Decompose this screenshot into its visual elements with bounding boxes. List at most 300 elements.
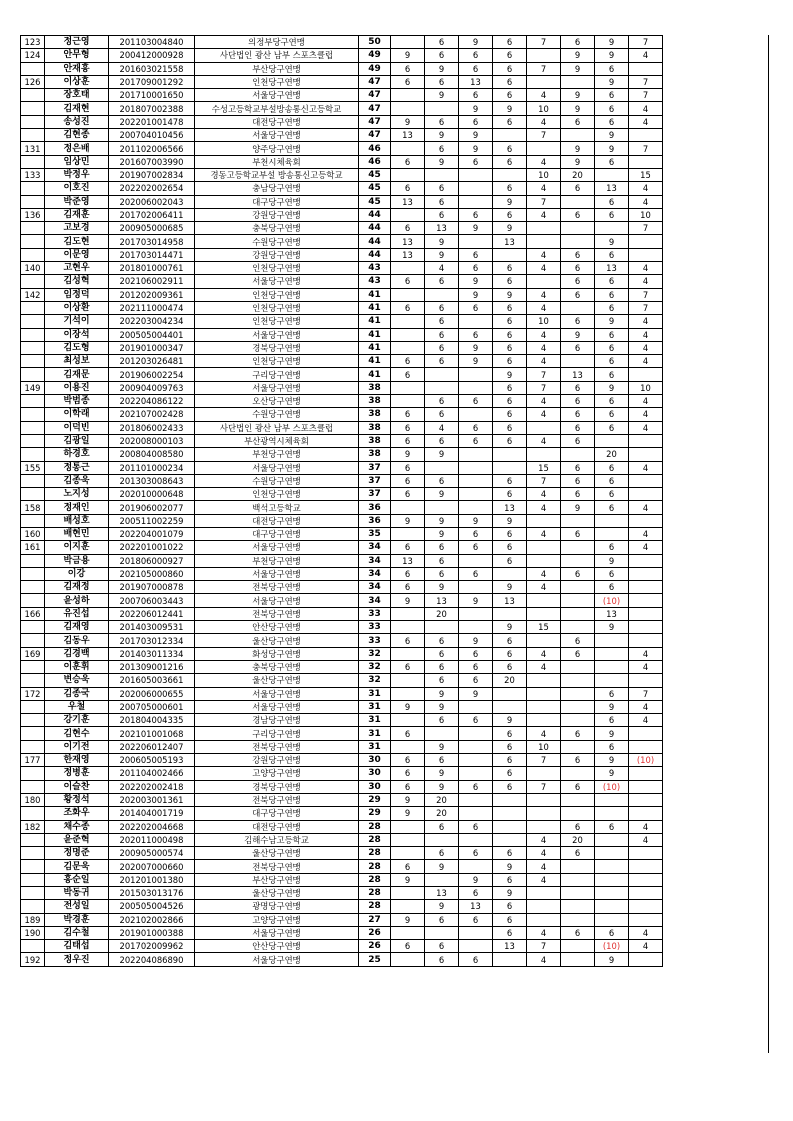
- event-3-cell: 6: [459, 714, 493, 727]
- event-1-cell: [391, 328, 425, 341]
- event-6-cell: [561, 700, 595, 713]
- affiliation-cell: 인천당구연맹: [195, 75, 359, 88]
- rank-cell: [21, 355, 45, 368]
- event-8-cell: 10: [629, 208, 663, 221]
- table-row: [21, 860, 663, 873]
- event-1-cell: 6: [391, 408, 425, 421]
- rank-cell: 192: [21, 953, 45, 966]
- affiliation-cell: 서울당구연맹: [195, 381, 359, 394]
- table-row: [21, 49, 663, 62]
- member-id-cell: 201702009962: [109, 940, 195, 953]
- table-row: [21, 381, 663, 394]
- event-6-cell: [561, 621, 595, 634]
- affiliation-cell: 울산당구연맹: [195, 847, 359, 860]
- total-score-cell: 29: [359, 807, 391, 820]
- table-row: [21, 395, 663, 408]
- event-2-cell: 6: [425, 647, 459, 660]
- event-6-cell: [561, 714, 595, 727]
- event-5-cell: 7: [527, 381, 561, 394]
- event-5-cell: 4: [527, 527, 561, 540]
- total-score-cell: 41: [359, 301, 391, 314]
- event-2-cell: 6: [425, 474, 459, 487]
- table-row: [21, 541, 663, 554]
- event-4-cell: 6: [493, 740, 527, 753]
- event-2-cell: 6: [425, 182, 459, 195]
- event-8-cell: [629, 900, 663, 913]
- event-2-cell: 6: [425, 355, 459, 368]
- event-1-cell: 13: [391, 248, 425, 261]
- event-1-cell: 13: [391, 195, 425, 208]
- event-3-cell: [459, 807, 493, 820]
- event-2-cell: 9: [425, 581, 459, 594]
- table-row: [21, 807, 663, 820]
- rank-cell: 172: [21, 687, 45, 700]
- member-id-cell: 201103004840: [109, 36, 195, 49]
- table-row: [21, 594, 663, 607]
- total-score-cell: 49: [359, 49, 391, 62]
- event-4-cell: 6: [493, 434, 527, 447]
- event-1-cell: [391, 674, 425, 687]
- table-row: [21, 222, 663, 235]
- event-5-cell: [527, 634, 561, 647]
- event-5-cell: 4: [527, 847, 561, 860]
- event-5-cell: 4: [527, 182, 561, 195]
- event-6-cell: 6: [561, 754, 595, 767]
- event-8-cell: 4: [629, 940, 663, 953]
- event-3-cell: [459, 740, 493, 753]
- event-2-cell: 9: [425, 448, 459, 461]
- event-6-cell: 6: [561, 208, 595, 221]
- event-3-cell: 6: [459, 780, 493, 793]
- total-score-cell: 45: [359, 168, 391, 181]
- rank-cell: [21, 780, 45, 793]
- event-7-cell: 6: [595, 740, 629, 753]
- event-4-cell: [493, 248, 527, 261]
- table-row: [21, 900, 663, 913]
- table-row: [21, 75, 663, 88]
- player-name-cell: 김현수: [45, 727, 109, 740]
- event-2-cell: 9: [425, 488, 459, 501]
- event-2-cell: [425, 727, 459, 740]
- rank-cell: [21, 235, 45, 248]
- total-score-cell: 34: [359, 554, 391, 567]
- total-score-cell: 38: [359, 434, 391, 447]
- event-5-cell: [527, 900, 561, 913]
- page-margin-rule: [768, 35, 769, 1053]
- event-8-cell: 4: [629, 660, 663, 673]
- event-3-cell: 6: [459, 820, 493, 833]
- player-name-cell: 이훈휘: [45, 660, 109, 673]
- event-5-cell: 4: [527, 115, 561, 128]
- event-5-cell: [527, 49, 561, 62]
- event-1-cell: [391, 887, 425, 900]
- event-3-cell: 6: [459, 395, 493, 408]
- table-row: [21, 421, 663, 434]
- event-6-cell: 13: [561, 368, 595, 381]
- event-7-cell: 6: [595, 541, 629, 554]
- affiliation-cell: 수원당구연맹: [195, 408, 359, 421]
- event-3-cell: 6: [459, 953, 493, 966]
- event-1-cell: [391, 833, 425, 846]
- member-id-cell: 201906002077: [109, 501, 195, 514]
- member-id-cell: 201804004335: [109, 714, 195, 727]
- event-4-cell: 6: [493, 660, 527, 673]
- event-2-cell: 9: [425, 527, 459, 540]
- event-8-cell: [629, 567, 663, 580]
- event-5-cell: [527, 594, 561, 607]
- event-6-cell: 6: [561, 408, 595, 421]
- member-id-cell: 202111000474: [109, 301, 195, 314]
- rank-cell: [21, 634, 45, 647]
- affiliation-cell: 부천시체육회: [195, 155, 359, 168]
- rank-cell: 126: [21, 75, 45, 88]
- member-id-cell: 201710001650: [109, 89, 195, 102]
- rank-cell: 123: [21, 36, 45, 49]
- event-7-cell: 6: [595, 820, 629, 833]
- member-id-cell: 201906002254: [109, 368, 195, 381]
- event-4-cell: [493, 793, 527, 806]
- affiliation-cell: 고양당구연맹: [195, 767, 359, 780]
- table-row: [21, 328, 663, 341]
- event-1-cell: 6: [391, 541, 425, 554]
- event-1-cell: [391, 647, 425, 660]
- event-8-cell: [629, 860, 663, 873]
- affiliation-cell: 서울당구연맹: [195, 541, 359, 554]
- affiliation-cell: 서울당구연맹: [195, 89, 359, 102]
- affiliation-cell: 충북당구연맹: [195, 660, 359, 673]
- event-2-cell: 6: [425, 36, 459, 49]
- rank-cell: [21, 727, 45, 740]
- event-5-cell: [527, 541, 561, 554]
- rank-cell: [21, 554, 45, 567]
- event-3-cell: [459, 554, 493, 567]
- event-3-cell: 9: [459, 129, 493, 142]
- affiliation-cell: 울산당구연맹: [195, 887, 359, 900]
- event-4-cell: 9: [493, 860, 527, 873]
- rank-cell: [21, 195, 45, 208]
- table-row: [21, 368, 663, 381]
- affiliation-cell: 서울당구연맹: [195, 275, 359, 288]
- event-2-cell: 9: [425, 860, 459, 873]
- event-5-cell: 4: [527, 434, 561, 447]
- player-name-cell: 안무형: [45, 49, 109, 62]
- affiliation-cell: 수원당구연맹: [195, 474, 359, 487]
- member-id-cell: 202007000660: [109, 860, 195, 873]
- event-7-cell: 6: [595, 341, 629, 354]
- player-name-cell: 정병훈: [45, 767, 109, 780]
- table-row: [21, 793, 663, 806]
- event-1-cell: 6: [391, 940, 425, 953]
- affiliation-cell: 인천당구연맹: [195, 355, 359, 368]
- total-score-cell: 50: [359, 36, 391, 49]
- event-4-cell: 6: [493, 49, 527, 62]
- table-row: [21, 873, 663, 886]
- event-4-cell: 6: [493, 36, 527, 49]
- affiliation-cell: 구리당구연맹: [195, 368, 359, 381]
- table-row: [21, 408, 663, 421]
- total-score-cell: 31: [359, 700, 391, 713]
- event-7-cell: 6: [595, 195, 629, 208]
- rank-cell: [21, 275, 45, 288]
- event-6-cell: [561, 940, 595, 953]
- event-2-cell: [425, 368, 459, 381]
- event-2-cell: [425, 833, 459, 846]
- rank-cell: [21, 474, 45, 487]
- table-row: [21, 142, 663, 155]
- event-3-cell: [459, 474, 493, 487]
- event-2-cell: 6: [425, 328, 459, 341]
- table-row: [21, 235, 663, 248]
- event-4-cell: 9: [493, 222, 527, 235]
- player-name-cell: 고보경: [45, 222, 109, 235]
- event-4-cell: 6: [493, 275, 527, 288]
- event-8-cell: 4: [629, 275, 663, 288]
- event-4-cell: 9: [493, 368, 527, 381]
- event-1-cell: [391, 607, 425, 620]
- event-2-cell: 6: [425, 940, 459, 953]
- total-score-cell: 28: [359, 820, 391, 833]
- event-2-cell: 6: [425, 434, 459, 447]
- player-name-cell: 박정우: [45, 168, 109, 181]
- event-2-cell: 6: [425, 754, 459, 767]
- total-score-cell: 34: [359, 567, 391, 580]
- table-row: [21, 581, 663, 594]
- member-id-cell: 200704010456: [109, 129, 195, 142]
- event-1-cell: [391, 900, 425, 913]
- event-2-cell: 6: [425, 315, 459, 328]
- event-7-cell: [595, 660, 629, 673]
- event-8-cell: [629, 953, 663, 966]
- event-8-cell: [629, 674, 663, 687]
- player-name-cell: 박금용: [45, 554, 109, 567]
- event-1-cell: [391, 262, 425, 275]
- event-3-cell: 6: [459, 887, 493, 900]
- event-1-cell: [391, 501, 425, 514]
- event-8-cell: 4: [629, 833, 663, 846]
- player-name-cell: 김광일: [45, 434, 109, 447]
- player-name-cell: 채수종: [45, 820, 109, 833]
- rank-cell: [21, 740, 45, 753]
- event-5-cell: [527, 674, 561, 687]
- event-6-cell: [561, 860, 595, 873]
- player-name-cell: 이용진: [45, 381, 109, 394]
- event-4-cell: 6: [493, 727, 527, 740]
- event-1-cell: 6: [391, 75, 425, 88]
- rank-cell: 166: [21, 607, 45, 620]
- affiliation-cell: 서울당구연맹: [195, 461, 359, 474]
- event-2-cell: 9: [425, 514, 459, 527]
- affiliation-cell: 구리당구연맹: [195, 727, 359, 740]
- event-1-cell: [391, 847, 425, 860]
- player-name-cell: 김태섭: [45, 940, 109, 953]
- rank-cell: [21, 833, 45, 846]
- rank-cell: [21, 567, 45, 580]
- member-id-cell: 202003001361: [109, 793, 195, 806]
- event-6-cell: [561, 301, 595, 314]
- total-score-cell: 41: [359, 341, 391, 354]
- event-5-cell: 10: [527, 168, 561, 181]
- event-8-cell: [629, 448, 663, 461]
- event-2-cell: 9: [425, 62, 459, 75]
- event-8-cell: 4: [629, 262, 663, 275]
- total-score-cell: 45: [359, 195, 391, 208]
- member-id-cell: 201202009361: [109, 288, 195, 301]
- event-7-cell: [595, 807, 629, 820]
- event-3-cell: 9: [459, 275, 493, 288]
- event-8-cell: [629, 62, 663, 75]
- total-score-cell: 47: [359, 89, 391, 102]
- player-name-cell: 장호태: [45, 89, 109, 102]
- table-row: [21, 182, 663, 195]
- event-7-cell: 6: [595, 421, 629, 434]
- event-6-cell: 6: [561, 474, 595, 487]
- event-8-cell: 4: [629, 408, 663, 421]
- event-5-cell: 7: [527, 62, 561, 75]
- table-row: [21, 62, 663, 75]
- member-id-cell: 202201001478: [109, 115, 195, 128]
- rank-cell: [21, 328, 45, 341]
- event-7-cell: [595, 900, 629, 913]
- event-3-cell: 6: [459, 421, 493, 434]
- event-4-cell: 6: [493, 527, 527, 540]
- member-id-cell: 202201001022: [109, 541, 195, 554]
- player-name-cell: 김재정: [45, 581, 109, 594]
- event-2-cell: 6: [425, 115, 459, 128]
- rank-cell: [21, 408, 45, 421]
- table-row: [21, 727, 663, 740]
- event-2-cell: 6: [425, 49, 459, 62]
- event-8-cell: 7: [629, 142, 663, 155]
- event-7-cell: 6: [595, 581, 629, 594]
- event-1-cell: 6: [391, 780, 425, 793]
- event-2-cell: 6: [425, 820, 459, 833]
- table-row: [21, 208, 663, 221]
- table-row: [21, 514, 663, 527]
- event-5-cell: 7: [527, 195, 561, 208]
- event-5-cell: 4: [527, 501, 561, 514]
- affiliation-cell: 인천당구연맹: [195, 288, 359, 301]
- event-2-cell: 6: [425, 301, 459, 314]
- event-6-cell: 6: [561, 275, 595, 288]
- rank-cell: 180: [21, 793, 45, 806]
- event-6-cell: [561, 541, 595, 554]
- event-1-cell: [391, 315, 425, 328]
- event-4-cell: 6: [493, 381, 527, 394]
- player-name-cell: 하경호: [45, 448, 109, 461]
- event-3-cell: [459, 607, 493, 620]
- table-row: [21, 474, 663, 487]
- player-name-cell: 배성호: [45, 514, 109, 527]
- event-8-cell: [629, 368, 663, 381]
- affiliation-cell: 수성고등학교부설방송통신고등학교: [195, 102, 359, 115]
- event-3-cell: 9: [459, 514, 493, 527]
- event-1-cell: 13: [391, 235, 425, 248]
- event-6-cell: 6: [561, 115, 595, 128]
- event-7-cell: 13: [595, 607, 629, 620]
- event-6-cell: 6: [561, 395, 595, 408]
- member-id-cell: 201303008643: [109, 474, 195, 487]
- total-score-cell: 41: [359, 328, 391, 341]
- event-8-cell: [629, 488, 663, 501]
- total-score-cell: 31: [359, 740, 391, 753]
- table-row: [21, 754, 663, 767]
- event-3-cell: [459, 315, 493, 328]
- rank-cell: [21, 248, 45, 261]
- event-7-cell: 6: [595, 408, 629, 421]
- player-name-cell: 박범종: [45, 395, 109, 408]
- event-8-cell: [629, 621, 663, 634]
- event-8-cell: 4: [629, 49, 663, 62]
- event-7-cell: [595, 793, 629, 806]
- event-5-cell: 4: [527, 248, 561, 261]
- affiliation-cell: 대전당구연맹: [195, 115, 359, 128]
- event-2-cell: 6: [425, 75, 459, 88]
- member-id-cell: 201203026481: [109, 355, 195, 368]
- affiliation-cell: 경북당구연맹: [195, 341, 359, 354]
- member-id-cell: 201703014471: [109, 248, 195, 261]
- member-id-cell: 202105000860: [109, 567, 195, 580]
- player-name-cell: 김수철: [45, 926, 109, 939]
- affiliation-cell: 오산당구연맹: [195, 395, 359, 408]
- player-name-cell: 전성일: [45, 900, 109, 913]
- event-7-cell: [595, 647, 629, 660]
- event-4-cell: 6: [493, 408, 527, 421]
- event-4-cell: 6: [493, 142, 527, 155]
- event-5-cell: 4: [527, 953, 561, 966]
- player-name-cell: 김재문: [45, 368, 109, 381]
- rank-cell: 182: [21, 820, 45, 833]
- event-4-cell: 6: [493, 926, 527, 939]
- event-2-cell: 9: [425, 740, 459, 753]
- event-4-cell: 9: [493, 514, 527, 527]
- event-3-cell: [459, 235, 493, 248]
- event-1-cell: [391, 395, 425, 408]
- event-6-cell: [561, 607, 595, 620]
- event-6-cell: [561, 953, 595, 966]
- event-6-cell: 6: [561, 381, 595, 394]
- member-id-cell: 201309001216: [109, 660, 195, 673]
- event-7-cell: 9: [595, 235, 629, 248]
- event-4-cell: 6: [493, 89, 527, 102]
- member-id-cell: 202106002911: [109, 275, 195, 288]
- event-2-cell: 6: [425, 541, 459, 554]
- event-6-cell: 6: [561, 248, 595, 261]
- event-1-cell: 9: [391, 793, 425, 806]
- member-id-cell: 200804008580: [109, 448, 195, 461]
- event-7-cell: 6: [595, 567, 629, 580]
- event-8-cell: 4: [629, 461, 663, 474]
- event-3-cell: 6: [459, 660, 493, 673]
- event-7-cell: 6: [595, 474, 629, 487]
- event-3-cell: [459, 621, 493, 634]
- rank-cell: [21, 860, 45, 873]
- event-8-cell: 4: [629, 195, 663, 208]
- total-score-cell: 45: [359, 182, 391, 195]
- total-score-cell: 38: [359, 381, 391, 394]
- event-2-cell: [425, 381, 459, 394]
- player-name-cell: 임상민: [45, 155, 109, 168]
- affiliation-cell: 인천당구연맹: [195, 488, 359, 501]
- total-score-cell: 49: [359, 62, 391, 75]
- rank-cell: [21, 940, 45, 953]
- ranking-rows: [21, 36, 663, 967]
- event-3-cell: 6: [459, 567, 493, 580]
- member-id-cell: 201503013176: [109, 887, 195, 900]
- event-7-cell: 9: [595, 754, 629, 767]
- table-row: [21, 461, 663, 474]
- event-4-cell: 6: [493, 301, 527, 314]
- event-1-cell: [391, 89, 425, 102]
